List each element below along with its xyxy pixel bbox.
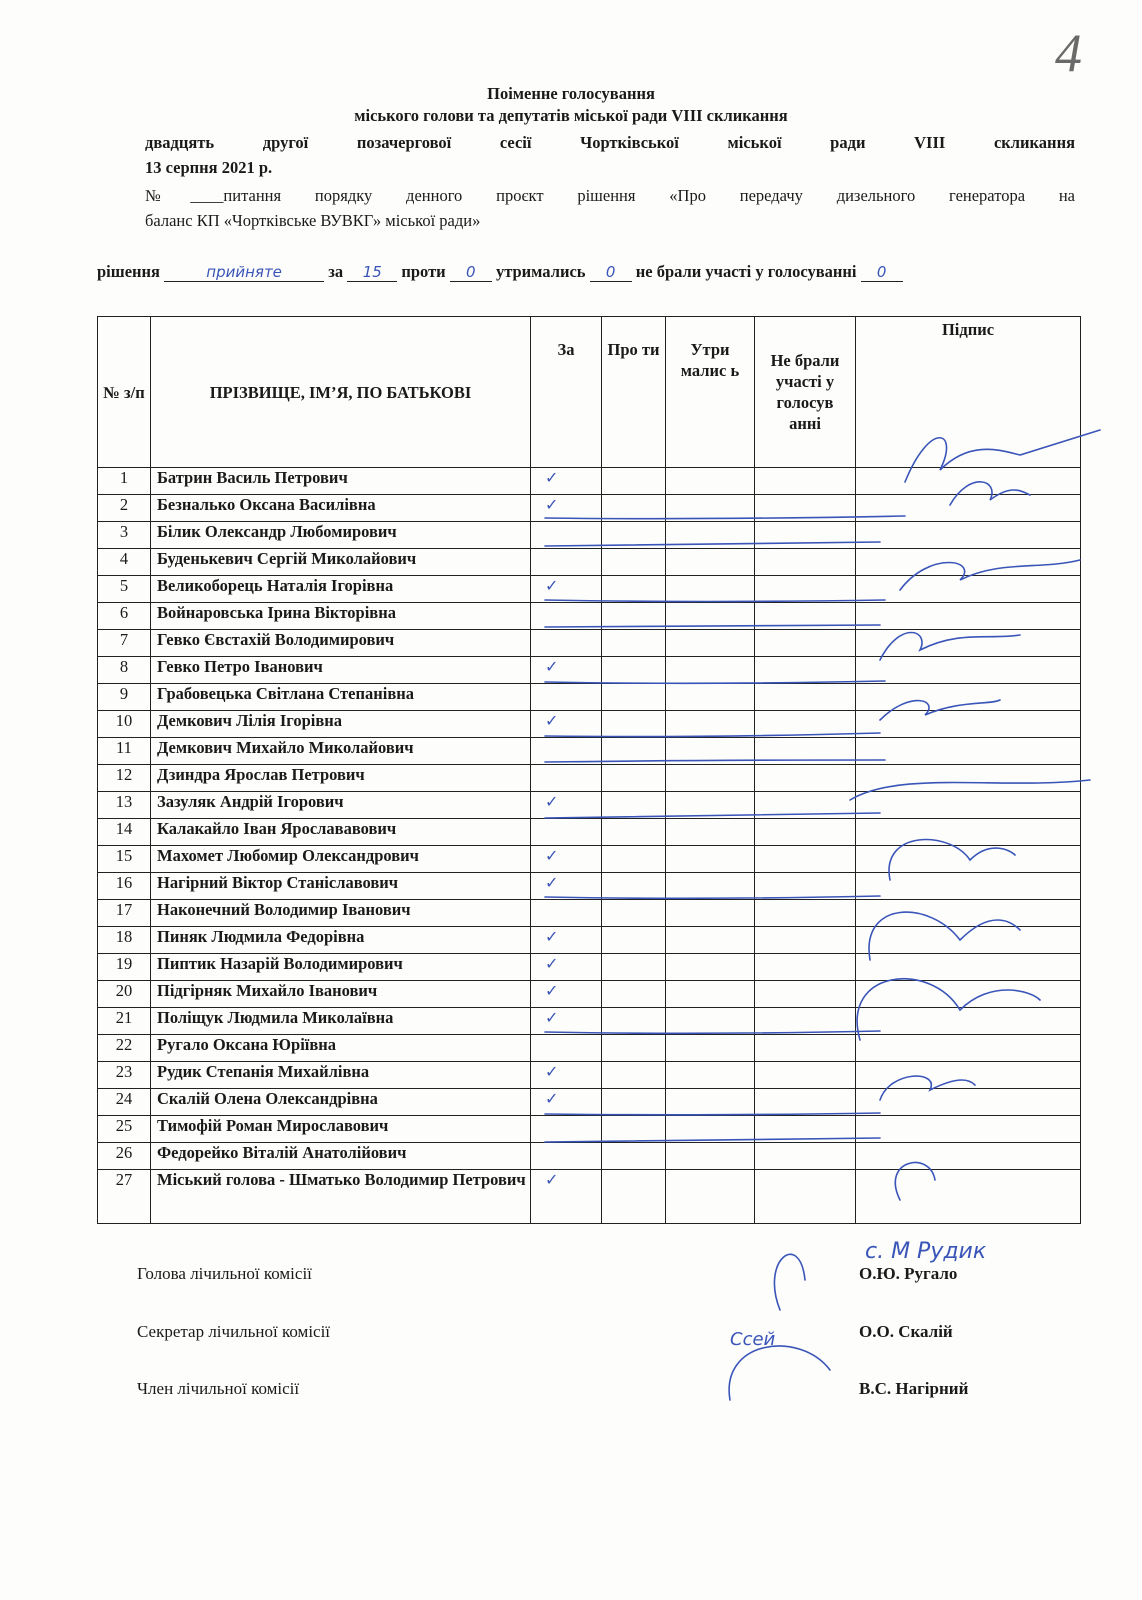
table-row: [98, 738, 1081, 765]
signature-cell: [856, 1170, 1081, 1224]
not-voting-label: не брали участі у голосуванні: [635, 262, 857, 281]
deputy-name: Грабовецька Світлана Степанівна: [151, 684, 531, 711]
row-number: 22: [98, 1035, 151, 1062]
signature-cell: [856, 684, 1081, 711]
deputy-name: Поліщук Людмила Миколаївна: [151, 1008, 531, 1035]
vote-against-cell: [602, 657, 666, 684]
secretary-role: Секретар лічильної комісії: [137, 1322, 331, 1341]
table-row: [98, 900, 1081, 927]
row-number: 12: [98, 765, 151, 792]
col-header-against: Про ти: [602, 317, 666, 468]
table-row: [98, 1143, 1081, 1170]
deputy-name: Рудик Степанія Михайлівна: [151, 1062, 531, 1089]
deputy-name: Калакайло Іван Ярослававович: [151, 819, 531, 846]
deputy-name: Наконечний Володимир Іванович: [151, 900, 531, 927]
table-row: [98, 549, 1081, 576]
signature-cell: [856, 495, 1081, 522]
for-count: 15: [347, 263, 397, 282]
page-number-mark: 4: [1055, 23, 1082, 83]
signature-cell: [856, 792, 1081, 819]
vote-not-voting-cell: [755, 738, 856, 765]
signature-cell: [856, 738, 1081, 765]
row-number: 24: [98, 1089, 151, 1116]
deputy-name: Буденькевич Сергій Миколайович: [151, 549, 531, 576]
abstained-label: утримались: [495, 262, 586, 281]
vote-against-cell: [602, 711, 666, 738]
vote-abstained-cell: [666, 1062, 755, 1089]
vote-against-cell: [602, 927, 666, 954]
abstained-count: 0: [590, 263, 632, 282]
vote-for-mark: ✓: [531, 711, 602, 738]
table-row: [98, 495, 1081, 522]
row-number: 27: [98, 1170, 151, 1224]
vote-abstained-cell: [666, 738, 755, 765]
vote-not-voting-cell: [755, 603, 856, 630]
vote-abstained-cell: [666, 495, 755, 522]
row-number: 3: [98, 522, 151, 549]
against-count: 0: [450, 263, 492, 282]
row-number: 2: [98, 495, 151, 522]
signature-cell: [856, 468, 1081, 495]
vote-against-cell: [602, 1035, 666, 1062]
deputy-name: Скалій Олена Олександрівна: [151, 1089, 531, 1116]
row-number: 11: [98, 738, 151, 765]
vote-for-mark: [531, 1116, 602, 1143]
deputy-name: Войнаровська Ірина Вікторівна: [151, 603, 531, 630]
vote-against-cell: [602, 522, 666, 549]
deputy-name: Дзиндра Ярослав Петрович: [151, 765, 531, 792]
table-row: [98, 1170, 1081, 1224]
signature-cell: [856, 1035, 1081, 1062]
vote-against-cell: [602, 738, 666, 765]
signature-cell: [856, 603, 1081, 630]
row-number: 13: [98, 792, 151, 819]
col-header-name: ПРІЗВИЩЕ, ІМ’Я, ПО БАТЬКОВІ: [151, 317, 531, 468]
vote-abstained-cell: [666, 1089, 755, 1116]
vote-abstained-cell: [666, 549, 755, 576]
signature-cell: [856, 522, 1081, 549]
row-number: 15: [98, 846, 151, 873]
table-row: [98, 873, 1081, 900]
row-number: 9: [98, 684, 151, 711]
deputy-name: Підгірняк Михайло Іванович: [151, 981, 531, 1008]
session-line: двадцять другої позачергової сесії Чортківської міської ради VIII скликання: [145, 133, 1075, 152]
vote-not-voting-cell: [755, 1170, 856, 1224]
agenda-line: №____питання порядку денного проєкт рішення «Про передачу дизельного генератора на: [145, 186, 1075, 205]
signature-cell: [856, 819, 1081, 846]
vote-abstained-cell: [666, 1116, 755, 1143]
table-row: [98, 846, 1081, 873]
vote-not-voting-cell: [755, 522, 856, 549]
signature-cell: [856, 549, 1081, 576]
for-label: за: [328, 262, 344, 281]
vote-not-voting-cell: [755, 900, 856, 927]
vote-not-voting-cell: [755, 819, 856, 846]
table-row: [98, 657, 1081, 684]
vote-not-voting-cell: [755, 657, 856, 684]
vote-abstained-cell: [666, 765, 755, 792]
vote-not-voting-cell: [755, 927, 856, 954]
vote-not-voting-cell: [755, 495, 856, 522]
deputy-name: Батрин Василь Петрович: [151, 468, 531, 495]
deputy-name: Тимофій Роман Мирославович: [151, 1116, 531, 1143]
deputy-name: Гевко Євстахій Володимирович: [151, 630, 531, 657]
vote-not-voting-cell: [755, 981, 856, 1008]
vote-for-mark: ✓: [531, 495, 602, 522]
signature-cell: [856, 630, 1081, 657]
row-number: 26: [98, 1143, 151, 1170]
vote-for-mark: ✓: [531, 981, 602, 1008]
vote-for-mark: ✓: [531, 1062, 602, 1089]
vote-not-voting-cell: [755, 1116, 856, 1143]
deputy-name: Демкович Михайло Миколайович: [151, 738, 531, 765]
table-row: [98, 1035, 1081, 1062]
row-number: 21: [98, 1008, 151, 1035]
col-header-for: За: [531, 317, 602, 468]
signature-cell: [856, 1116, 1081, 1143]
vote-not-voting-cell: [755, 630, 856, 657]
vote-abstained-cell: [666, 981, 755, 1008]
deputy-name: Пиняк Людмила Федорівна: [151, 927, 531, 954]
vote-for-mark: ✓: [531, 1008, 602, 1035]
vote-not-voting-cell: [755, 468, 856, 495]
table-row: [98, 1089, 1081, 1116]
row-number: 8: [98, 657, 151, 684]
vote-for-mark: ✓: [531, 927, 602, 954]
table-row: [98, 576, 1081, 603]
vote-abstained-cell: [666, 1008, 755, 1035]
table-row: [98, 630, 1081, 657]
vote-against-cell: [602, 603, 666, 630]
col-header-number: № з/п: [98, 317, 151, 468]
vote-against-cell: [602, 819, 666, 846]
row-number: 6: [98, 603, 151, 630]
col-header-not-voting: Не брали участі у голосув анні: [755, 317, 856, 468]
signature-cell: [856, 657, 1081, 684]
row-number: 5: [98, 576, 151, 603]
vote-abstained-cell: [666, 468, 755, 495]
vote-against-cell: [602, 981, 666, 1008]
vote-against-cell: [602, 900, 666, 927]
doc-subtitle: міського голови та депутатів міської ради VIII скликання: [354, 106, 788, 125]
row-number: 17: [98, 900, 151, 927]
vote-for-mark: [531, 1143, 602, 1170]
signature-cell: [856, 1062, 1081, 1089]
vote-against-cell: [602, 576, 666, 603]
vote-abstained-cell: [666, 927, 755, 954]
vote-abstained-cell: [666, 1143, 755, 1170]
vote-not-voting-cell: [755, 1143, 856, 1170]
doc-title: Поіменне голосування: [487, 84, 655, 103]
vote-abstained-cell: [666, 846, 755, 873]
signature-cell: [856, 1008, 1081, 1035]
deputy-name: Міський голова - Шматько Володимир Петрович: [151, 1170, 531, 1224]
vote-not-voting-cell: [755, 1008, 856, 1035]
vote-not-voting-cell: [755, 576, 856, 603]
vote-for-mark: ✓: [531, 1089, 602, 1116]
signature-scribble: [729, 1346, 830, 1400]
table-row: [98, 468, 1081, 495]
vote-against-cell: [602, 630, 666, 657]
vote-for-mark: ✓: [531, 954, 602, 981]
deputy-name: Махомет Любомир Олександрович: [151, 846, 531, 873]
table-row: [98, 792, 1081, 819]
table-row: [98, 684, 1081, 711]
signature-scribble: [774, 1254, 805, 1310]
table-row: [98, 1062, 1081, 1089]
vote-against-cell: [602, 1089, 666, 1116]
vote-abstained-cell: [666, 873, 755, 900]
deputy-name: Білик Олександр Любомирович: [151, 522, 531, 549]
vote-against-cell: [602, 1116, 666, 1143]
vote-for-mark: [531, 900, 602, 927]
row-number: 20: [98, 981, 151, 1008]
vote-abstained-cell: [666, 684, 755, 711]
vote-for-mark: [531, 549, 602, 576]
row-number: 18: [98, 927, 151, 954]
vote-not-voting-cell: [755, 684, 856, 711]
vote-against-cell: [602, 1008, 666, 1035]
vote-for-mark: ✓: [531, 657, 602, 684]
vote-for-mark: ✓: [531, 468, 602, 495]
vote-against-cell: [602, 846, 666, 873]
vote-for-mark: [531, 630, 602, 657]
signature-cell: [856, 954, 1081, 981]
table-row: [98, 1008, 1081, 1035]
row-number: 10: [98, 711, 151, 738]
vote-abstained-cell: [666, 900, 755, 927]
deputy-name: Безналько Оксана Василівна: [151, 495, 531, 522]
vote-not-voting-cell: [755, 1062, 856, 1089]
vote-not-voting-cell: [755, 846, 856, 873]
vote-for-mark: [531, 603, 602, 630]
signature-cell: [856, 900, 1081, 927]
table-header-row: [98, 317, 1081, 468]
vote-for-mark: [531, 765, 602, 792]
signature-cell: [856, 1143, 1081, 1170]
deputy-name: Демкович Лілія Ігорівна: [151, 711, 531, 738]
col-header-signature: Підпис: [856, 317, 1081, 468]
row-number: 25: [98, 1116, 151, 1143]
agenda-line-2: баланс КП «Чортківське ВУВКГ» міської ради»: [145, 211, 481, 230]
vote-not-voting-cell: [755, 1089, 856, 1116]
vote-abstained-cell: [666, 1035, 755, 1062]
col-header-abstained: Утри малис ь: [666, 317, 755, 468]
chair-name: О.Ю. Ругало: [859, 1264, 958, 1283]
table-row: [98, 522, 1081, 549]
not-voting-count: 0: [861, 263, 903, 282]
vote-for-mark: ✓: [531, 576, 602, 603]
table-row: [98, 954, 1081, 981]
row-number: 4: [98, 549, 151, 576]
secretary-name: О.О. Скалій: [859, 1322, 953, 1341]
row-number: 23: [98, 1062, 151, 1089]
vote-against-cell: [602, 495, 666, 522]
vote-against-cell: [602, 954, 666, 981]
vote-abstained-cell: [666, 576, 755, 603]
vote-abstained-cell: [666, 954, 755, 981]
vote-against-cell: [602, 1062, 666, 1089]
vote-against-cell: [602, 1170, 666, 1224]
signature-cell: [856, 576, 1081, 603]
vote-abstained-cell: [666, 522, 755, 549]
member-role: Член лічильної комісії: [137, 1379, 300, 1398]
vote-abstained-cell: [666, 630, 755, 657]
against-label: проти: [401, 262, 446, 281]
signature-cell: [856, 873, 1081, 900]
decision-value: прийняте: [164, 263, 324, 282]
signature-cell: [856, 765, 1081, 792]
vote-for-mark: [531, 1035, 602, 1062]
vote-for-mark: [531, 522, 602, 549]
table-row: [98, 603, 1081, 630]
vote-for-mark: [531, 684, 602, 711]
vote-against-cell: [602, 1143, 666, 1170]
vote-abstained-cell: [666, 603, 755, 630]
deputy-name: Гевко Петро Іванович: [151, 657, 531, 684]
vote-for-mark: ✓: [531, 1170, 602, 1224]
vote-abstained-cell: [666, 657, 755, 684]
session-date: 13 серпня 2021 р.: [145, 158, 273, 177]
deputy-name: Нагірний Віктор Станіславович: [151, 873, 531, 900]
vote-for-mark: [531, 819, 602, 846]
vote-not-voting-cell: [755, 792, 856, 819]
vote-result-line: [97, 262, 1077, 282]
vote-against-cell: [602, 873, 666, 900]
table-row: [98, 711, 1081, 738]
row-number: 1: [98, 468, 151, 495]
vote-for-mark: ✓: [531, 792, 602, 819]
row-number: 19: [98, 954, 151, 981]
row-number: 7: [98, 630, 151, 657]
vote-abstained-cell: [666, 819, 755, 846]
signature-cell: [856, 711, 1081, 738]
table-row: [98, 927, 1081, 954]
row-number: 14: [98, 819, 151, 846]
deputy-name: Пиптик Назарій Володимирович: [151, 954, 531, 981]
deputy-name: Зазуляк Андрій Ігорович: [151, 792, 531, 819]
roll-call-table: [97, 316, 1081, 1224]
vote-for-mark: ✓: [531, 873, 602, 900]
deputy-name: Великоборець Наталія Ігорівна: [151, 576, 531, 603]
table-row: [98, 1116, 1081, 1143]
vote-abstained-cell: [666, 1170, 755, 1224]
vote-against-cell: [602, 468, 666, 495]
vote-not-voting-cell: [755, 711, 856, 738]
decision-label: рішення: [97, 262, 160, 281]
vote-not-voting-cell: [755, 549, 856, 576]
signature-cell: [856, 981, 1081, 1008]
vote-not-voting-cell: [755, 1035, 856, 1062]
signature-text: с. М Рудик: [865, 1239, 987, 1264]
table-row: [98, 981, 1081, 1008]
signature-cell: [856, 927, 1081, 954]
signature-text: Ссей: [730, 1329, 776, 1350]
vote-not-voting-cell: [755, 873, 856, 900]
vote-not-voting-cell: [755, 954, 856, 981]
vote-not-voting-cell: [755, 765, 856, 792]
deputy-name: Ругало Оксана Юріївна: [151, 1035, 531, 1062]
chair-role: Голова лічильної комісії: [137, 1264, 312, 1283]
vote-for-mark: ✓: [531, 846, 602, 873]
signature-cell: [856, 1089, 1081, 1116]
vote-for-mark: [531, 738, 602, 765]
vote-abstained-cell: [666, 792, 755, 819]
vote-against-cell: [602, 684, 666, 711]
vote-against-cell: [602, 765, 666, 792]
row-number: 16: [98, 873, 151, 900]
table-row: [98, 765, 1081, 792]
table-row: [98, 819, 1081, 846]
signature-cell: [856, 846, 1081, 873]
vote-abstained-cell: [666, 711, 755, 738]
member-name: В.С. Нагірний: [859, 1379, 969, 1398]
deputy-name: Федорейко Віталій Анатолійович: [151, 1143, 531, 1170]
vote-against-cell: [602, 792, 666, 819]
vote-against-cell: [602, 549, 666, 576]
